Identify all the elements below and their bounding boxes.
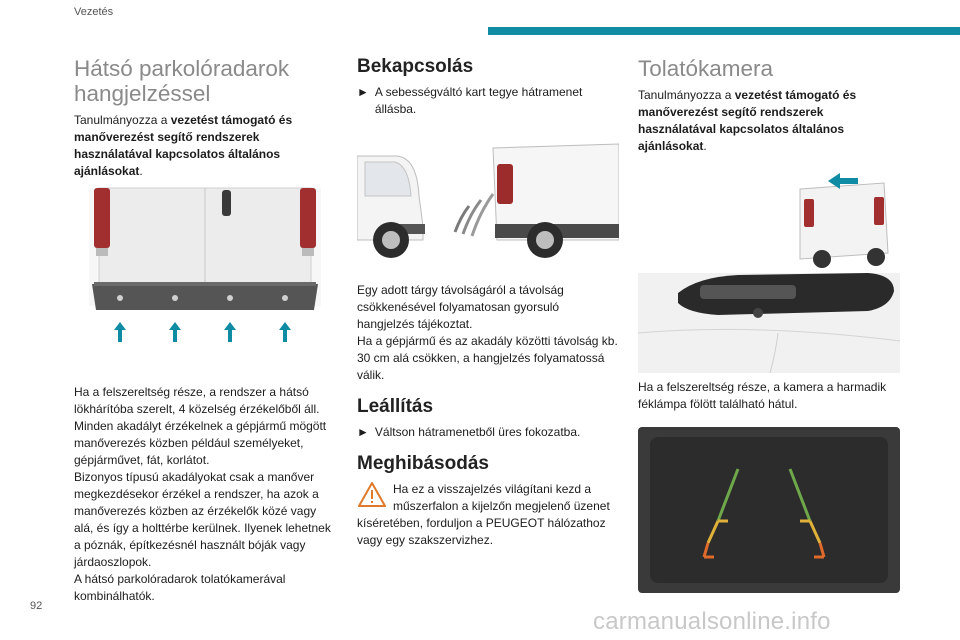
watermark-text: carmanualsonline.info: [593, 608, 831, 635]
distance-description: Egy adott tárgy távolságáról a távolság csökkenésével folyamatosan gyorsuló hangjelzés tájékoztat. Ha a gépjármű és az akadály közötti távolság kb. 30 cm alá csökken, a hangjelzés folyamatossá válik.: [357, 283, 618, 382]
intro-suffix: .: [703, 139, 707, 153]
play-arrow-icon: ►: [357, 85, 369, 99]
step-activation: [357, 84, 619, 118]
section-title-parking-sensors: [74, 56, 336, 106]
section-title-camera: Tolatókamera: [638, 56, 774, 81]
camera-location-illustration: [638, 173, 900, 373]
title-line-2: hangjelzéssel: [74, 81, 211, 106]
camera-location-note: Ha a felszereltség része, a kamera a harmadik féklámpa fölött található hátul.: [638, 380, 887, 411]
intro-link-text[interactable]: vezetést támogató és manőverezést segítő rendszerek használatával kapcsolatos általános ajánlásokat: [74, 113, 293, 178]
intro-link-text[interactable]: vezetést támogató és manőverezést segítő rendszerek használatával kapcsolatos általános ajánlásokat: [638, 88, 857, 153]
heading-bekapcsolas: Bekapcsolás: [357, 56, 474, 77]
rear-bumper-illustration: [74, 186, 336, 346]
fault-block: [357, 481, 619, 549]
van-reversing-illustration: [357, 136, 619, 266]
sensor-arrow-icon: [74, 316, 336, 346]
intro-prefix: Tanulmányozza a: [638, 88, 735, 102]
header-accent-bar: [488, 27, 960, 35]
step-activation-text: A sebességváltó kart tegye hátramenet állásba.: [374, 85, 583, 116]
step-deactivation-text: Váltson hátramenetből üres fokozatba.: [374, 425, 581, 439]
intro-suffix: .: [139, 164, 143, 178]
title-line-1: Hátsó parkolóradarok: [74, 56, 290, 81]
column-parking-sensors: [74, 56, 336, 605]
column-reversing-camera: [638, 56, 900, 593]
heading-meghibasodas: Meghibásodás: [357, 453, 489, 474]
warning-triangle-icon: [357, 481, 387, 509]
camera-display-illustration: [638, 427, 900, 593]
camera-intro-paragraph: [638, 87, 900, 155]
fault-text: Ha ez a visszajelzés világítani kezd a műszerfalon a kijelzőn megjelenő üzenet kíséretében, forduljon a PEUGEOT hálózathoz vagy egy szakszervizhez.: [357, 482, 610, 547]
play-arrow-icon: ►: [357, 425, 369, 439]
parking-sensors-description: Ha a felszereltség része, a rendszer a hátsó lökhárítóba szerelt, 4 közelség érzékelőből áll. Minden akadályt érzékelnek a gépjármű mögött manőverezés közben például személyeket, gépjárművet, fát, korlátot. Bizonyos típusú akadályokat csak a manőver megkezdésekor érzékel a rendszer, ha azok a manőverezés közben az érzékelők közé vagy alá, és így a holttérbe kerülnek. Ilyenek lehetnek a póznák, építkezésnél használt bóják vagy járdaoszlopok. A hátsó parkolóradarok tolatókamerával kombinálhatók.: [74, 385, 331, 603]
page-number: 92: [30, 600, 43, 612]
running-header: Vezetés: [74, 6, 114, 18]
heading-leallitas: Leállítás: [357, 396, 434, 417]
step-deactivation: [357, 424, 619, 441]
intro-paragraph: [74, 112, 336, 180]
intro-prefix: Tanulmányozza a: [74, 113, 171, 127]
column-activation: [357, 56, 619, 549]
